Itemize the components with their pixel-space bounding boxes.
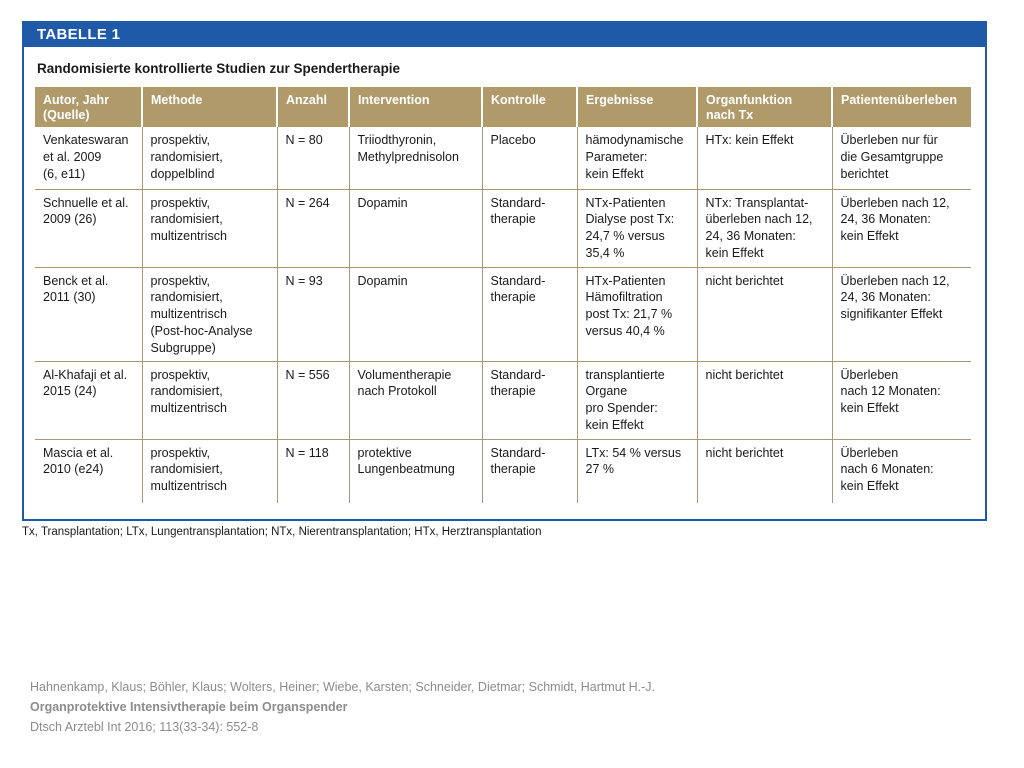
cell-author: Mascia et al. 2010 (e24) [35,439,142,503]
cell-organ-function: HTx: kein Effekt [697,127,832,189]
cell-author: Venkateswaran et al. 2009 (6, e11) [35,127,142,189]
table-row [35,439,971,503]
cell-control: Standard- therapie [482,189,577,267]
cell-intervention: Triiodthyronin, Methylprednisolon [349,127,482,189]
table-row [35,267,971,361]
cell-control: Standard- therapie [482,361,577,439]
studies-table [35,87,971,503]
citation-authors: Hahnenkamp, Klaus; Böhler, Klaus; Wolters, Heiner; Wiebe, Karsten; Schneider, Dietmar; Schmidt, Hartmut H.-J. [30,680,656,694]
cell-count: N = 93 [277,267,349,361]
cell-author: Al-Khafaji et al. 2015 (24) [35,361,142,439]
citation-title: Organprotektive Intensivtherapie beim Organspender [30,700,348,714]
cell-count: N = 118 [277,439,349,503]
header-count: Anzahl [277,87,349,127]
cell-control: Standard- therapie [482,267,577,361]
cell-intervention: protektive Lungenbeatmung [349,439,482,503]
header-organ-function: Organfunktion nach Tx [697,87,832,127]
table-row [35,189,971,267]
cell-organ-function: nicht berichtet [697,361,832,439]
cell-method: prospektiv, randomisiert, multizentrisch (Post-hoc-Analyse Subgruppe) [142,267,277,361]
cell-count: N = 264 [277,189,349,267]
citation-block [30,677,655,737]
cell-organ-function: nicht berichtet [697,439,832,503]
cell-author: Benck et al. 2011 (30) [35,267,142,361]
cell-control: Standard- therapie [482,439,577,503]
cell-survival: Überleben nach 12, 24, 36 Monaten: signifikanter Effekt [832,267,971,361]
cell-intervention: Dopamin [349,189,482,267]
citation-journal: Dtsch Arztebl Int 2016; 113(33-34): 552-8 [30,720,259,734]
cell-method: prospektiv, randomisiert, doppelblind [142,127,277,189]
cell-control: Placebo [482,127,577,189]
cell-organ-function: NTx: Transplantat- überleben nach 12, 24, 36 Monaten: kein Effekt [697,189,832,267]
cell-survival: Überleben nach 12, 24, 36 Monaten: kein Effekt [832,189,971,267]
cell-survival: Überleben nach 6 Monaten: kein Effekt [840,445,934,494]
cell-results: NTx-Patienten Dialyse post Tx: 24,7 % versus 35,4 % [577,189,697,267]
cell-results: hämodynamische Parameter: kein Effekt [577,127,697,189]
cell-count: N = 80 [277,127,349,189]
header-intervention: Intervention [349,87,482,127]
table-row [35,361,971,439]
cell-results: LTx: 54 % versus 27 % [577,439,697,503]
cell-results: transplantierte Organe pro Spender: kein Effekt [577,361,697,439]
header-survival: Patientenüberleben [832,87,971,127]
table-title: Randomisierte kontrollierte Studien zur Spendertherapie [37,61,401,76]
cell-method: prospektiv, randomisiert, multizentrisch [142,439,277,503]
cell-organ-function: nicht berichtet [697,267,832,361]
cell-survival: Überleben nach 12 Monaten: kein Effekt [832,361,971,439]
header-results: Ergebnisse [577,87,697,127]
table-frame [22,21,987,521]
header-control: Kontrolle [482,87,577,127]
table-row [35,127,971,189]
header-row [35,87,971,127]
table-label: TABELLE 1 [24,23,985,47]
cell-intervention: Dopamin [349,267,482,361]
cell-method: prospektiv, randomisiert, multizentrisch [142,361,277,439]
header-method: Methode [142,87,277,127]
cell-author: Schnuelle et al. 2009 (26) [35,189,142,267]
cell-intervention: Volumentherapie nach Protokoll [349,361,482,439]
cell-results: HTx-Patienten Hämofiltration post Tx: 21,7 % versus 40,4 % [577,267,697,361]
header-author: Autor, Jahr (Quelle) [35,87,142,127]
table-footnote: Tx, Transplantation; LTx, Lungentransplantation; NTx, Nierentransplantation; HTx, Herztransplantation [22,526,542,538]
cell-survival: Überleben nur für die Gesamtgruppe berichtet [832,127,971,189]
cell-method: prospektiv, randomisiert, multizentrisch [142,189,277,267]
cell-count: N = 556 [277,361,349,439]
